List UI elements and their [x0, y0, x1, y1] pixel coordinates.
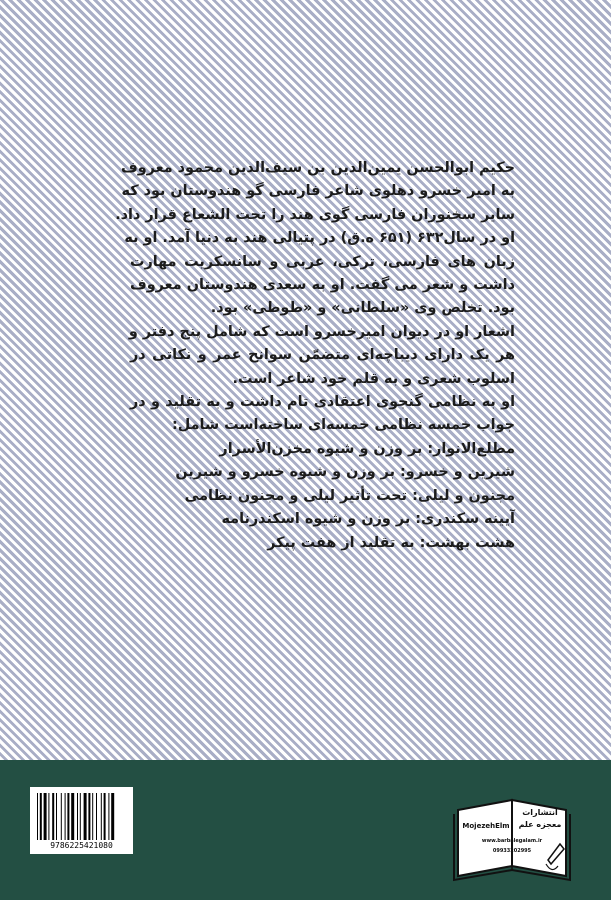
- text-line: اشعار او در دیوان امیرخسرو است که شامل پنج دفتر و: [128, 323, 515, 340]
- text-line: اسلوب شعری و به قلم خود شاعر است.: [232, 370, 515, 387]
- text-line: سایر سخنوران فارسی گوی هند را تحت الشعاع قرار داد.: [115, 206, 515, 223]
- publisher-label: انتشارات: [522, 808, 558, 817]
- barcode-bar: [111, 793, 114, 840]
- text-line: زبان های فارسی، ترکی، عربی و سانسکریت مهارت: [130, 253, 515, 270]
- barcode-bar: [65, 793, 66, 840]
- text-line: به امیر خسرو دهلوی شاعر فارسی گو هندوستان بود که: [121, 183, 515, 200]
- barcode-bar: [71, 793, 74, 840]
- barcode-bar: [52, 793, 54, 840]
- text-line: هشت بهشت: به تقلید از هفت پیکر: [267, 534, 515, 551]
- barcode-bar: [108, 793, 109, 840]
- barcode-bar: [80, 793, 81, 840]
- publisher-logo: [452, 786, 576, 882]
- publisher-name-en: MojezehElm: [462, 822, 510, 830]
- publisher-name-fa: معجزه علم: [518, 820, 562, 829]
- barcode-bar: [67, 793, 69, 840]
- publisher-website: www.barbalegalam.ir: [481, 838, 543, 844]
- barcode-bar: [48, 793, 49, 840]
- text-line: شیرین و خسرو: بر وزن و شیوه خسرو و شیرین: [175, 464, 515, 481]
- barcode-bar: [56, 793, 57, 840]
- barcode-bar: [104, 793, 106, 840]
- barcode-bar: [44, 793, 47, 840]
- barcode-bar: [96, 793, 97, 840]
- text-line: او در سال۶۳۲ (۶۵۱ ه.ق) در پتیالی هند به دنیا آمد. او به: [124, 230, 515, 247]
- barcode-bar: [84, 793, 87, 840]
- barcode-bars: [36, 793, 127, 840]
- barcode-bar: [77, 793, 78, 840]
- text-line: آیینه سکندری: بر وزن و شیوه اسکندرنامه: [221, 511, 515, 528]
- barcode-bar: [88, 793, 90, 840]
- book-icon: [452, 786, 576, 882]
- text-line: هر یک دارای دیباچه‌ای متضمّن سوانح عمر و نکاتی در: [130, 347, 515, 364]
- barcode-bar: [37, 793, 38, 840]
- barcode-bar: [61, 793, 62, 840]
- synopsis-text: [115, 157, 515, 555]
- text-line: مطلع‌الانوار: بر وزن و شیوه مخزن‌الأسرار: [219, 440, 515, 457]
- isbn-number: 9786225421080: [50, 841, 113, 850]
- barcode-bar: [101, 793, 102, 840]
- text-line: حکیم ابوالحسن یمین‌الدین بن سیف‌الدین محمود معروف: [121, 160, 515, 176]
- text-line: او به نظامی گنجوی اعتقادی تام داشت و به تقلید و در: [130, 394, 515, 411]
- publisher-phone: 09933202995: [492, 848, 532, 854]
- text-line: بود. تخلص وی «سلطانی» و «طوطی» بود.: [210, 300, 515, 317]
- isbn-barcode: [30, 787, 133, 854]
- footer-band: [0, 760, 611, 900]
- text-line: جواب خمسه نظامی خمسه‌ای ساخته‌است شامل:: [172, 417, 515, 434]
- barcode-bar: [92, 793, 93, 840]
- barcode-bar: [40, 793, 42, 840]
- text-line: مجنون و لیلی: تحت تأثیر لیلی و مجنون نظامی: [184, 487, 515, 504]
- text-line: داشت و شعر می گفت. او به سعدی هندوستان معروف: [130, 277, 515, 294]
